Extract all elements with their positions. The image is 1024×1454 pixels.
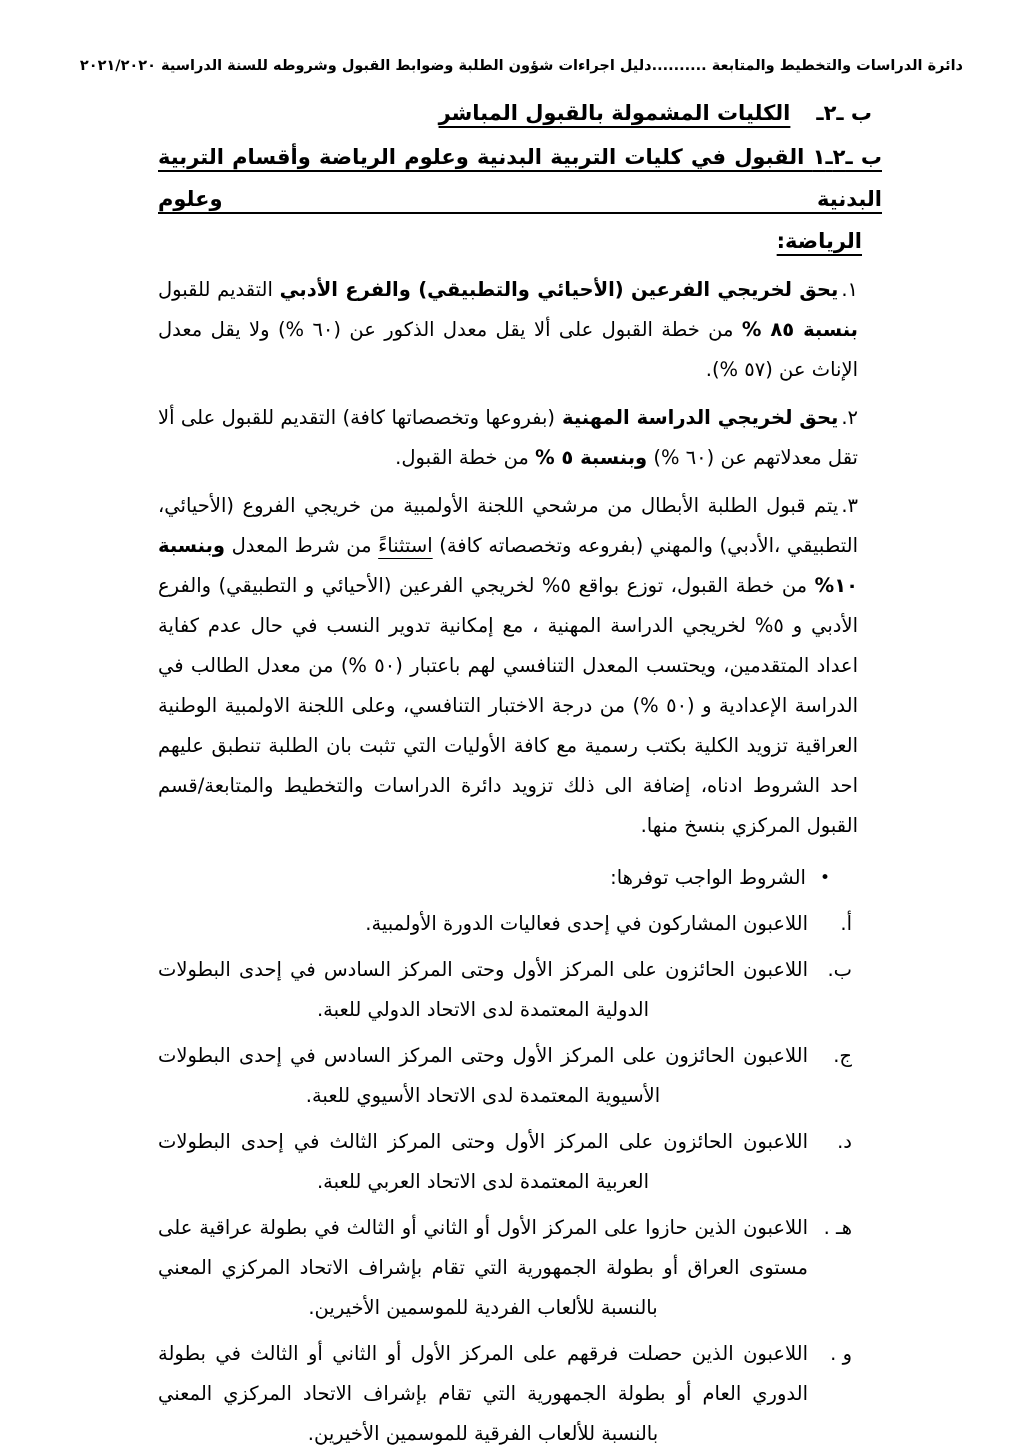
subsection-heading-line1: ب ـ٢ـ١ القبول في كليات التربية البدنية وعلوم الرياضة وأقسام التربية البدنية وعلوم bbox=[158, 145, 882, 211]
numbered-list bbox=[158, 270, 858, 846]
text-segment: (بفروعها وتخصصاتها كافة) التقديم للقبول على ألا تقل معدلاتهم عن (٦٠ %) bbox=[158, 406, 858, 469]
text-segment: من شرط المعدل bbox=[225, 534, 379, 557]
item-text bbox=[158, 494, 858, 837]
text-segment: لخريجي الدراسة المهنية bbox=[555, 406, 793, 429]
text-segment: من خطة القبول، توزع بواقع ٥% لخريجي الفرعين (الأحيائي و التطبيقي) والفرع الأدبي و ٥% لخريجي الدراسة المهنية ، مع إمكانية تدوير النسب في حال عدم كفاية اعداد المتقدمين، ويحتسب المعدل التنافسي لهم باعتبار (٥٠ %) من معدل الطالب في الدراسة الإعدادية و (٥٠ %) من درجة الاختبار التنافسي، وعلى اللجنة الاولمبية الوطنية العراقية تزويد الكلية بكتب رسمية مع كافة الأوليات التي تثبت بان الطلبة تنطبق عليهم احد الشروط ادناه، إضافة الى ذلك تزويد دائرة الدراسات والتخطيط والمتابعة/قسم القبول المركزي بنسخ منها. bbox=[158, 574, 859, 837]
condition-text: اللاعبون المشاركون في إحدى فعاليات الدورة الأولمبية. bbox=[365, 912, 808, 935]
item-text bbox=[158, 406, 858, 469]
condition-item bbox=[158, 950, 858, 1030]
condition-item bbox=[158, 904, 858, 944]
bullet-icon: • bbox=[819, 868, 830, 888]
condition-item bbox=[158, 1334, 858, 1454]
item-number: ٣. bbox=[841, 494, 858, 517]
document-body bbox=[158, 96, 882, 1454]
subsection-heading-line2: الرياضة: bbox=[776, 229, 862, 253]
condition-letter: أ. bbox=[840, 912, 852, 935]
text-segment: استثناءً bbox=[378, 534, 433, 557]
text-segment: لخريجي الفرعين (الأحيائي والتطبيقي) والفرع الأدبي bbox=[279, 278, 793, 301]
text-segment: يحق bbox=[792, 278, 839, 301]
section-heading bbox=[158, 96, 872, 130]
text-segment: وبنسبة ١٠% bbox=[158, 534, 858, 597]
numbered-item bbox=[158, 398, 858, 478]
condition-letter: هـ . bbox=[823, 1216, 852, 1239]
text-segment: يحق bbox=[792, 406, 839, 429]
condition-text: اللاعبون الذين حصلت فرقهم على المركز الأول أو الثاني أو الثالث في بطولة الدوري العام أو بطولة الجمهورية التي تقام بإشراف الاتحاد المركزي المعني بالنسبة للألعاب الفرقية للموسمين الأخيرين. bbox=[158, 1342, 808, 1445]
section-heading-number: ب ـ٢ـ bbox=[816, 101, 872, 125]
text-segment: من خطة القبول. bbox=[395, 446, 536, 469]
item-text bbox=[158, 278, 858, 381]
condition-item bbox=[158, 1122, 858, 1202]
condition-letter: ج. bbox=[833, 1044, 852, 1067]
text-segment: من خطة القبول على ألا يقل معدل الذكور عن (٦٠ %) ولا يقل معدل الإناث عن (٥٧ %). bbox=[158, 318, 858, 381]
text-segment: يتم قبول الطلبة الأبطال من مرشحي اللجنة الأولمبية من خريجي الفروع (الأحيائي، التطبيقي ،الأدبي) والمهني (بفروعه وتخصصاته كافة) bbox=[158, 494, 858, 557]
condition-text: اللاعبون الذين حازوا على المركز الأول أو الثاني أو الثالث في بطولة عراقية على مستوى العراق أو بطولة الجمهورية التي تقام بإشراف الاتحاد المركزي المعني بالنسبة للألعاب الفردية للموسمين الأخيرين. bbox=[158, 1216, 808, 1319]
item-number: ١. bbox=[841, 278, 858, 301]
numbered-item bbox=[158, 486, 858, 846]
text-segment: وبنسبة ٥ % bbox=[535, 446, 648, 469]
condition-item bbox=[158, 1208, 858, 1328]
numbered-item bbox=[158, 270, 858, 390]
item-number: ٢. bbox=[841, 406, 859, 429]
text-segment: التقديم للقبول bbox=[158, 278, 280, 301]
condition-text: اللاعبون الحائزون على المركز الأول وحتى المركز السادس في إحدى البطولات الدولية المعتمدة لدى الاتحاد الدولي للعبة. bbox=[158, 958, 808, 1021]
text-segment: بنسبة ٨٥ % bbox=[741, 318, 858, 341]
subsection-heading bbox=[158, 136, 882, 262]
condition-letter: ب. bbox=[827, 958, 852, 981]
bullet-text: الشروط الواجب توفرها: bbox=[610, 866, 806, 889]
condition-text: اللاعبون الحائزون على المركز الأول وحتى المركز الثالث في إحدى البطولات العربية المعتمدة لدى الاتحاد العربي للعبة. bbox=[158, 1130, 808, 1193]
condition-letter: د. bbox=[837, 1130, 852, 1153]
condition-item bbox=[158, 1036, 858, 1116]
conditions-list bbox=[158, 904, 858, 1454]
bullet-line bbox=[158, 858, 858, 898]
running-header: دائرة الدراسات والتخطيط والمتابعة ..........دليل اجراءات شؤون الطلبة وضوابط القبول وشروطه للسنة الدراسية ٢٠٢١/٢٠٢٠ bbox=[79, 58, 963, 74]
condition-letter: و . bbox=[830, 1342, 852, 1365]
condition-text: اللاعبون الحائزون على المركز الأول وحتى المركز السادس في إحدى البطولات الأسيوية المعتمدة لدى الاتحاد الأسيوي للعبة. bbox=[158, 1044, 808, 1107]
section-heading-title: الكليات المشمولة بالقبول المباشر bbox=[438, 101, 791, 125]
